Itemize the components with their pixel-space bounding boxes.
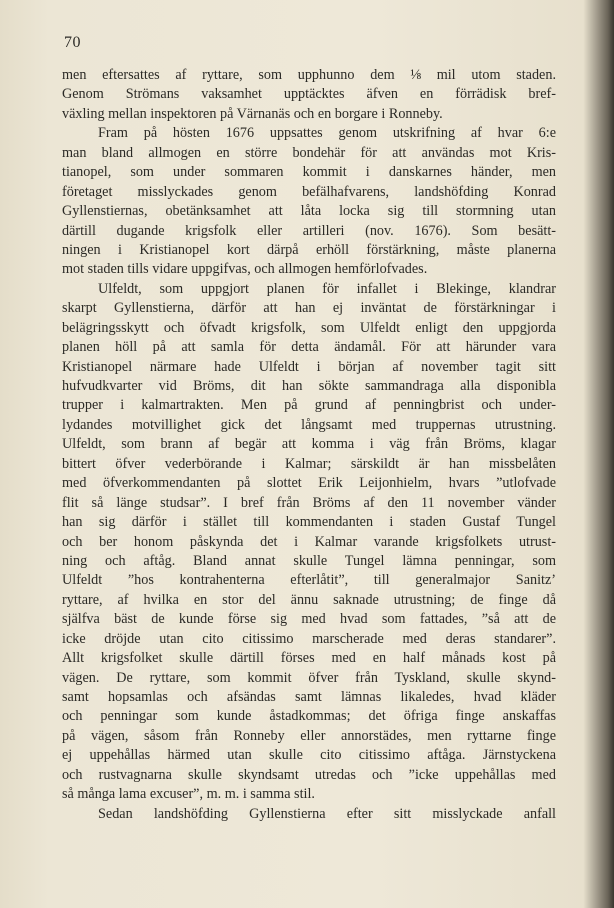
text-line: Sedan landshöfding Gyllenstierna efter sitt misslyckade anfall bbox=[98, 805, 556, 822]
text-line: därtill dugande krigsfolk eller artilleri (nov. 1676). Som besätt- bbox=[62, 222, 556, 239]
page-number: 70 bbox=[64, 34, 81, 51]
text-line: skarpt Gyllenstierna, därför att han ej inväntat de förstärkningar i bbox=[62, 300, 556, 317]
text-line: ning och aftåg. Bland annat skulle Tungel lämna penningar, som bbox=[62, 552, 556, 569]
text-line: ej uppehållas härmed utan skulle cito citissimo aftåga. Järnstyckena bbox=[62, 747, 556, 764]
text-line: på vägen, såsom från Ronneby eller annorstädes, men ryttarne finge bbox=[62, 727, 556, 744]
text-line: bittert öfver vederbörande i Kalmar; särskildt är han missbelåten bbox=[62, 455, 556, 472]
text-line: Ulfeldt ”hos kontrahenterna efterlåtit”, till generalmajor Sanitz’ bbox=[62, 572, 556, 589]
text-line: Gyllenstiernas, obetänksamhet att låta locka sig till stormning utan bbox=[62, 203, 556, 220]
body-text bbox=[62, 66, 556, 824]
text-line: samt hopsamlas och afsändas samt lämnas likaledes, hvad kläder bbox=[62, 689, 556, 705]
text-line: och rustvagnarna skulle skyndsamt utredas och ”icke uppehållas med bbox=[62, 766, 556, 783]
text-line: Allt krigsfolket skulle därtill förses med en half månads kost på bbox=[62, 650, 556, 667]
text-line: själfva bäst de kunde förse sig med hvad som fattades, ”så att de bbox=[62, 611, 556, 628]
text-line: företaget misslyckades genom befälhafvarens, landshöfding Konrad bbox=[62, 183, 556, 200]
text-line: belägringsskytt och öfvadt krigsfolk, som Ulfeldt enligt den uppgjorda bbox=[62, 319, 556, 336]
text-line: men eftersattes af ryttare, som upphunno dem ⅛ mil utom staden. bbox=[62, 67, 556, 83]
text-line: icke dröjde utan cito citissimo marscherade med deras standarer”. bbox=[62, 630, 556, 647]
text-line: han sig därför i stället till kommendanten i staden Gustaf Tungel bbox=[62, 514, 556, 531]
text-line: och ber honom påskynda det i Kalmar varande krigsfolkets utrust- bbox=[62, 533, 556, 550]
text-line: lydandes motvillighet gick det långsamt med truppernas utrustning. bbox=[62, 416, 556, 433]
text-line: växling mellan inspektoren på Värnanäs och en borgare i Ronneby. bbox=[62, 105, 443, 122]
text-line: med öfverkommendanten på slottet Erik Leijonhielm, hvars ”utlofvade bbox=[62, 475, 556, 492]
text-line: ningen i Kristianopel kort därpå erhöll förstärkning, måste planerna bbox=[62, 241, 556, 258]
text-line: Fram på hösten 1676 uppsattes genom utskrifning af hvar 6:e bbox=[98, 125, 556, 142]
text-line: Genom Strömans vaksamhet upptäcktes äfven en förrädisk bref- bbox=[62, 86, 556, 103]
text-line: man bland allmogen en större bondehär för att användas mot Kris- bbox=[62, 144, 556, 161]
text-line: planen höll på att samla för detta ändamål. För att härunder vara bbox=[62, 339, 556, 356]
text-line: flit så länge studsar”. I bref från Bröms af den 11 november vänder bbox=[62, 494, 556, 511]
text-line: så många lama excuser”, m. m. i samma stil. bbox=[62, 786, 315, 803]
text-line: ryttare, af hvilka en stor del ännu saknade utrustning; de finge då bbox=[62, 591, 556, 608]
text-line: trupper i kalmartrakten. Men på grund af penningbrist och under- bbox=[62, 397, 556, 414]
text-line: Ulfeldt, som uppgjort planen för infallet i Blekinge, klandrar bbox=[98, 280, 556, 297]
text-line: mot staden tills vidare uppgifvas, och allmogen hemförlofvades. bbox=[62, 261, 428, 278]
text-line: tianopel, som under sommaren kommit i danskarnes händer, men bbox=[62, 164, 556, 181]
text-line: vägen. De ryttare, som kommit öfver från Tyskland, skulle skynd- bbox=[62, 669, 556, 686]
text-line: Ulfeldt, som brann af begär att komma i väg från Bröms, klagar bbox=[62, 436, 556, 453]
text-line: hufvudkvarter vid Bröms, dit han sökte sammandraga alla disponibla bbox=[62, 378, 556, 394]
text-line: och penningar som kunde åstadkommas; det öfriga finge anskaffas bbox=[62, 708, 556, 725]
text-line: Kristianopel närmare hade Ulfeldt i början af november tagit sitt bbox=[62, 358, 556, 375]
